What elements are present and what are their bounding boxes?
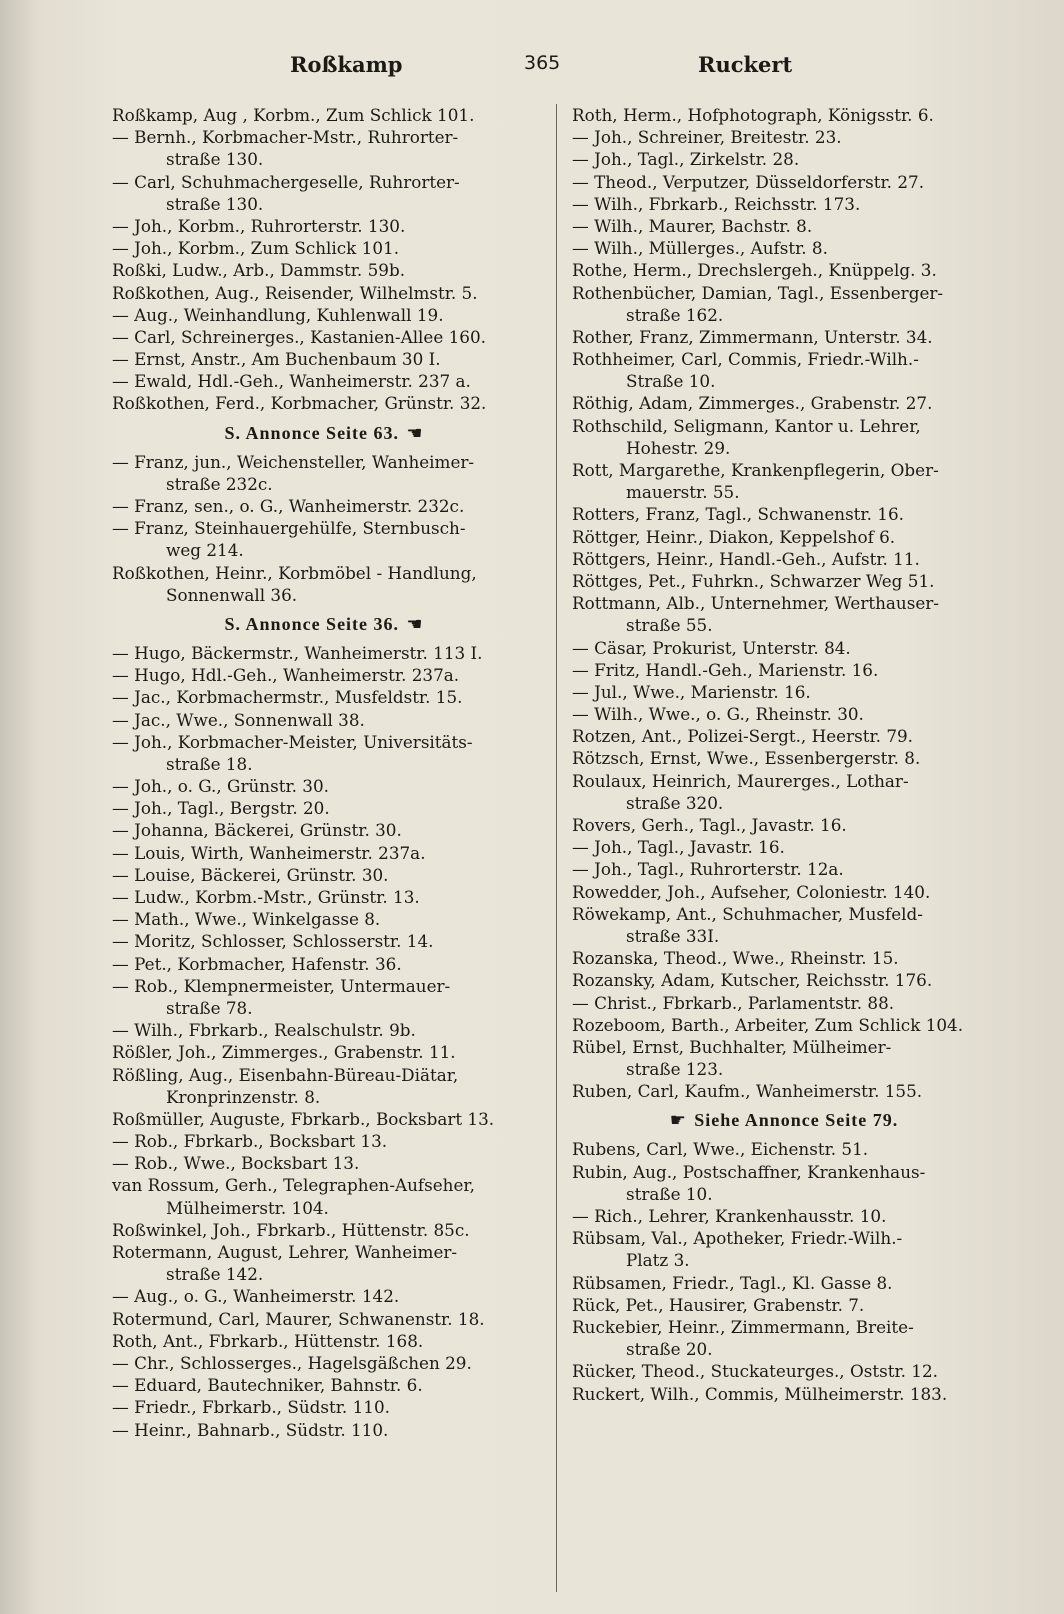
- directory-entry: — Aug., o. G., Wanheimerstr. 142.: [112, 1286, 400, 1307]
- directory-entry: — Theod., Verputzer, Düsseldorferstr. 27.: [572, 171, 925, 192]
- directory-entry: — Cäsar, Prokurist, Unterstr. 84.: [572, 637, 851, 658]
- directory-entry: Rück, Pet., Hausirer, Grabenstr. 7.: [572, 1294, 865, 1315]
- directory-entry: Rübsam, Val., Apotheker, Friedr.-Wilh.-: [572, 1228, 903, 1249]
- directory-entry: — Jac., Korbmachermstr., Musfeldstr. 15.: [112, 687, 463, 708]
- entry-continuation: straße 130.: [166, 149, 264, 170]
- entry-continuation: straße 232c.: [166, 473, 273, 494]
- directory-entry: Rößler, Joh., Zimmerges., Grabenstr. 11.: [112, 1042, 456, 1063]
- directory-entry: Roßkothen, Aug., Reisender, Wilhelmstr. 5.: [112, 282, 478, 303]
- page-header: [0, 52, 1064, 86]
- directory-entry: — Ernst, Anstr., Am Buchenbaum 30 I.: [112, 349, 441, 370]
- entry-continuation: weg 214.: [166, 540, 244, 561]
- directory-entry: — Chr., Schlosserges., Hagelsgäßchen 29.: [112, 1352, 472, 1373]
- directory-entry: Rothschild, Seligmann, Kantor u. Lehrer,: [572, 415, 921, 436]
- entry-continuation: straße 78.: [166, 997, 253, 1018]
- entry-continuation: Mülheimerstr. 104.: [166, 1197, 329, 1218]
- directory-entry: — Wilh., Fbrkarb., Realschulstr. 9b.: [112, 1020, 416, 1041]
- directory-entry: — Joh., Korbmacher-Meister, Universitäts-: [112, 731, 473, 752]
- directory-entry: Roth, Herm., Hofphotograph, Königsstr. 6.: [572, 105, 934, 125]
- directory-entry: — Franz, sen., o. G., Wanheimerstr. 232c.: [112, 496, 465, 516]
- entry-continuation: Straße 10.: [626, 371, 716, 392]
- directory-entry: Rothenbücher, Damian, Tagl., Essenberger-: [572, 282, 944, 303]
- directory-entry: Rößling, Aug., Eisenbahn-Büreau-Diätar,: [112, 1064, 459, 1085]
- entry-continuation: straße 55.: [626, 615, 713, 636]
- directory-entry: Ruckebier, Heinr., Zimmermann, Breite-: [572, 1316, 914, 1337]
- directory-entry: — Johanna, Bäckerei, Grünstr. 30.: [112, 820, 402, 841]
- directory-entry: — Hugo, Hdl.-Geh., Wanheimerstr. 237a.: [112, 665, 460, 686]
- entry-continuation: straße 162.: [626, 304, 724, 325]
- directory-entry: — Aug., Weinhandlung, Kuhlenwall 19.: [112, 304, 444, 325]
- entry-continuation: straße 130.: [166, 193, 264, 214]
- directory-entry: — Louis, Wirth, Wanheimerstr. 237a.: [112, 842, 426, 863]
- directory-entry: Rotters, Franz, Tagl., Schwanenstr. 16.: [572, 504, 904, 525]
- directory-entry: — Rob., Klempnermeister, Untermauer-: [112, 975, 451, 996]
- pointing-hand-icon: ☚: [399, 422, 424, 444]
- directory-entry: — Joh., Tagl., Bergstr. 20.: [112, 798, 330, 819]
- entry-continuation: straße 20.: [626, 1339, 713, 1360]
- entry-continuation: straße 33I.: [626, 925, 720, 946]
- directory-entry: — Carl, Schuhmachergeselle, Ruhrorter-: [112, 171, 460, 192]
- directory-entry: Röwekamp, Ant., Schuhmacher, Musfeld-: [572, 903, 923, 924]
- right-column: [572, 104, 996, 1405]
- directory-entry: Ruckert, Wilh., Commis, Mülheimerstr. 183.: [572, 1383, 948, 1404]
- directory-entry: Roßkamp, Aug , Korbm., Zum Schlick 101.: [112, 105, 475, 125]
- directory-entry: Rötzsch, Ernst, Wwe., Essenbergerstr. 8.: [572, 748, 921, 769]
- entry-continuation: straße 142.: [166, 1264, 264, 1285]
- directory-entry: Rother, Franz, Zimmermann, Unterstr. 34.: [572, 326, 933, 347]
- directory-entry: Roßkothen, Ferd., Korbmacher, Grünstr. 32.: [112, 393, 487, 414]
- directory-entry: — Jul., Wwe., Marienstr. 16.: [572, 681, 811, 702]
- directory-entry: — Joh., Tagl., Ruhrorterstr. 12a.: [572, 859, 844, 880]
- directory-entry: — Christ., Fbrkarb., Parlamentstr. 88.: [572, 992, 895, 1013]
- directory-entry: — Hugo, Bäckermstr., Wanheimerstr. 113 I.: [112, 642, 483, 663]
- directory-entry: Rozansky, Adam, Kutscher, Reichsstr. 176.: [572, 970, 933, 991]
- entry-continuation: straße 18.: [166, 753, 253, 774]
- directory-entry: Rotzen, Ant., Polizei-Sergt., Heerstr. 79.: [572, 726, 914, 747]
- pointing-hand-icon: ☛: [669, 1110, 695, 1132]
- annonce-text: S. Annonce Seite 36.: [224, 613, 400, 634]
- annonce-reference: [112, 415, 536, 451]
- header-left-keyword: Roßkamp: [290, 52, 403, 77]
- entry-continuation: Kronprinzenstr. 8.: [166, 1086, 321, 1107]
- directory-entry: — Math., Wwe., Winkelgasse 8.: [112, 909, 381, 930]
- annonce-reference: [112, 606, 536, 642]
- directory-entry: Rotermund, Carl, Maurer, Schwanenstr. 18.: [112, 1308, 485, 1329]
- directory-entry: — Heinr., Bahnarb., Südstr. 110.: [112, 1419, 389, 1440]
- directory-entry: Rotermann, August, Lehrer, Wanheimer-: [112, 1242, 458, 1262]
- entry-continuation: Sonnenwall 36.: [166, 584, 298, 605]
- directory-entry: — Louise, Bäckerei, Grünstr. 30.: [112, 864, 389, 885]
- directory-entry: — Ewald, Hdl.-Geh., Wanheimerstr. 237 a.: [112, 371, 471, 392]
- directory-entry: Rübsamen, Friedr., Tagl., Kl. Gasse 8.: [572, 1272, 893, 1293]
- directory-entry: — Joh., o. G., Grünstr. 30.: [112, 776, 329, 797]
- entry-continuation: Hohestr. 29.: [626, 437, 731, 458]
- directory-entry: — Carl, Schreinerges., Kastanien-Allee 160.: [112, 326, 486, 347]
- directory-entry: — Rob., Fbrkarb., Bocksbart 13.: [112, 1131, 388, 1152]
- directory-entry: Roßmüller, Auguste, Fbrkarb., Bocksbart 13.: [112, 1108, 495, 1129]
- annonce-reference: [572, 1102, 996, 1138]
- directory-entry: Rothheimer, Carl, Commis, Friedr.-Wilh.-: [572, 349, 919, 370]
- directory-entry: — Joh., Schreiner, Breitestr. 23.: [572, 127, 842, 148]
- directory-entry: Rowedder, Joh., Aufseher, Coloniestr. 140.: [572, 881, 931, 902]
- directory-entry: — Jac., Wwe., Sonnenwall 38.: [112, 709, 365, 730]
- directory-entry: — Joh., Korbm., Ruhrorterstr. 130.: [112, 215, 406, 236]
- annonce-text: S. Annonce Seite 63.: [224, 422, 400, 443]
- directory-entry: — Wilh., Fbrkarb., Reichsstr. 173.: [572, 193, 861, 214]
- column-divider: [556, 104, 557, 1592]
- directory-entry: Röttgers, Heinr., Handl.-Geh., Aufstr. 11.: [572, 548, 920, 569]
- directory-entry: Röttges, Pet., Fuhrkn., Schwarzer Weg 51.: [572, 570, 935, 591]
- left-column: [112, 104, 536, 1441]
- entry-continuation: mauerstr. 55.: [626, 482, 740, 503]
- directory-entry: — Joh., Korbm., Zum Schlick 101.: [112, 238, 400, 259]
- directory-entry: Rübel, Ernst, Buchhalter, Mülheimer-: [572, 1036, 892, 1057]
- entry-continuation: Platz 3.: [626, 1250, 690, 1271]
- directory-entry: Rubin, Aug., Postschaffner, Krankenhaus-: [572, 1161, 926, 1182]
- directory-entry: Roulaux, Heinrich, Maurerges., Lothar-: [572, 770, 909, 791]
- page-number: 365: [524, 52, 561, 74]
- directory-entry: Rottmann, Alb., Unternehmer, Werthauser-: [572, 593, 939, 614]
- directory-entry: Roßkothen, Heinr., Korbmöbel - Handlung,: [112, 562, 477, 583]
- directory-entry: Rovers, Gerh., Tagl., Javastr. 16.: [572, 815, 847, 835]
- directory-entry: Rubens, Carl, Wwe., Eichenstr. 51.: [572, 1139, 869, 1160]
- directory-entry: — Franz, jun., Weichensteller, Wanheimer-: [112, 451, 475, 472]
- directory-entry: Roth, Ant., Fbrkarb., Hüttenstr. 168.: [112, 1330, 424, 1351]
- directory-entry: Rott, Margarethe, Krankenpflegerin, Ober-: [572, 460, 939, 480]
- directory-entry: Rücker, Theod., Stuckateurges., Oststr. 12.: [572, 1361, 938, 1382]
- directory-entry: — Wilh., Maurer, Bachstr. 8.: [572, 215, 813, 236]
- directory-entry: Rozanska, Theod., Wwe., Rheinstr. 15.: [572, 948, 899, 969]
- directory-entry: Rozeboom, Barth., Arbeiter, Zum Schlick 104.: [572, 1014, 964, 1035]
- pointing-hand-icon: ☚: [399, 613, 424, 635]
- annonce-text: Siehe Annonce Seite 79.: [694, 1110, 899, 1131]
- directory-entry: Röthig, Adam, Zimmerges., Grabenstr. 27.: [572, 393, 933, 414]
- directory-entry: Roßki, Ludw., Arb., Dammstr. 59b.: [112, 260, 406, 281]
- directory-entry: — Wilh., Wwe., o. G., Rheinstr. 30.: [572, 704, 864, 725]
- entry-continuation: straße 10.: [626, 1183, 713, 1204]
- directory-entry: Rothe, Herm., Drechslergeh., Knüppelg. 3.: [572, 260, 937, 281]
- directory-entry: Roßwinkel, Joh., Fbrkarb., Hüttenstr. 85c.: [112, 1219, 470, 1240]
- directory-entry: — Joh., Tagl., Javastr. 16.: [572, 837, 785, 858]
- directory-entry: — Rich., Lehrer, Krankenhausstr. 10.: [572, 1206, 887, 1226]
- directory-entry: — Pet., Korbmacher, Hafenstr. 36.: [112, 953, 402, 974]
- directory-entry: — Rob., Wwe., Bocksbart 13.: [112, 1153, 360, 1174]
- directory-entry: — Bernh., Korbmacher-Mstr., Ruhrorter-: [112, 127, 459, 148]
- entry-continuation: straße 123.: [626, 1059, 724, 1080]
- directory-entry: — Friedr., Fbrkarb., Südstr. 110.: [112, 1397, 390, 1418]
- directory-entry: van Rossum, Gerh., Telegraphen-Aufseher,: [112, 1175, 475, 1196]
- directory-entry: — Eduard, Bautechniker, Bahnstr. 6.: [112, 1375, 423, 1396]
- entry-continuation: straße 320.: [626, 792, 724, 813]
- directory-entry: — Franz, Steinhauergehülfe, Sternbusch-: [112, 518, 466, 539]
- directory-entry: — Ludw., Korbm.-Mstr., Grünstr. 13.: [112, 887, 420, 907]
- directory-entry: Röttger, Heinr., Diakon, Keppelshof 6.: [572, 526, 896, 547]
- directory-entry: — Fritz, Handl.-Geh., Marienstr. 16.: [572, 659, 879, 680]
- directory-entry: Ruben, Carl, Kaufm., Wanheimerstr. 155.: [572, 1081, 923, 1102]
- directory-entry: — Wilh., Müllerges., Aufstr. 8.: [572, 238, 828, 259]
- header-right-keyword: Ruckert: [698, 52, 793, 77]
- directory-entry: — Moritz, Schlosser, Schlosserstr. 14.: [112, 931, 434, 952]
- directory-entry: — Joh., Tagl., Zirkelstr. 28.: [572, 149, 800, 170]
